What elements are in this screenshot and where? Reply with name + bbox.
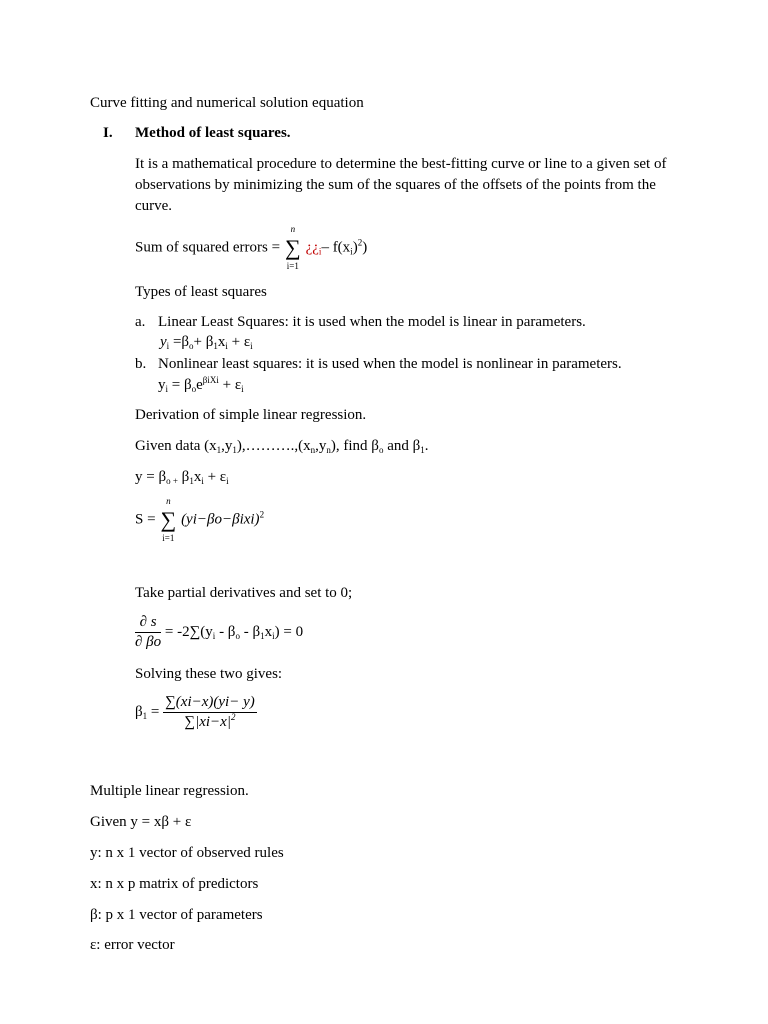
type-a-marker: a.: [135, 314, 146, 330]
type-b-marker: b.: [135, 356, 147, 372]
intro-paragraph: It is a mathematical procedure to determine the best-fitting curve or line to a given set of observations by minimizing the sum of the squares of the offsets of the points from the curve.: [135, 156, 667, 214]
types-heading: Types of least squares: [135, 284, 267, 300]
s-label: S =: [135, 511, 156, 528]
solving-text: Solving these two gives:: [135, 666, 283, 682]
section-title: Method of least squares.: [135, 125, 291, 141]
summation-symbol: n ∑ i=1: [285, 224, 301, 271]
multiple-regression-heading: Multiple linear regression.: [90, 783, 249, 799]
given-data: Given data $(x_1,y_1),\dots\dots\dots.,(x_n,y_n)$, find $\beta_o$ and $\beta_1$.: [135, 438, 429, 455]
partial-derivatives-text: Take partial derivatives and set to 0;: [135, 585, 353, 601]
type-b-text: Nonlinear least squares: it is used when the model is nonlinear in parameters.: [158, 356, 622, 372]
summation-symbol: n ∑ i=1: [160, 496, 177, 543]
sse-equation: Sum of squared errors = n ∑ i=1 ¿¿$_i-$ $f(x_i)^2$): [135, 224, 368, 271]
definition-y: y: n x 1 vector of observed rules: [90, 845, 284, 861]
sse-garbled-glyphs: ¿¿: [305, 239, 319, 256]
partial-derivative-equation: $\frac{\partial s}{\partial \beta o}$ = $-2\sum(y_i - \beta_o - \beta_1x_i) = 0$: [135, 614, 304, 650]
section-number: I.: [103, 125, 113, 141]
document-title: Curve fitting and numerical solution equation: [90, 95, 364, 111]
s-body: (yi−βo−βixi): [181, 511, 260, 528]
s-equation: S = n ∑ i=1 $(yi-\beta o-\beta ixi)^2$: [135, 496, 265, 543]
derivation-heading: Derivation of simple linear regression.: [135, 407, 367, 423]
model-equation: $y = \beta_{o +}$ $\beta_1x_i + \varepsilon_i$: [135, 469, 229, 486]
mlr-given: Given y = xβ + ε: [90, 814, 192, 830]
type-b-equation: $y_i = \beta_oe^{\beta iXi} + \varepsilon_i$: [158, 375, 244, 394]
definition-epsilon: ε: error vector: [90, 937, 175, 953]
beta1-fraction: $\frac{\sum(xi-x)(yi- y)}{\sum|xi-x|^2}$: [165, 694, 255, 730]
partial-fraction: $\frac{\partial s}{\partial \beta o}$: [135, 614, 162, 650]
definition-beta: β: p x 1 vector of parameters: [90, 907, 263, 923]
type-a-text: Linear Least Squares: it is used when the model is linear in parameters.: [158, 314, 586, 330]
beta1-equation: $\beta_1$ = $\frac{\sum(xi-x)(yi- y)}{\sum|xi-x|^2}$: [135, 694, 255, 730]
sse-label: Sum of squared errors =: [135, 239, 281, 256]
type-a-equation: $y_i =\beta_o+ \beta_1x_i + \varepsilon_i$: [160, 334, 253, 351]
definition-x: x: n x p matrix of predictors: [90, 876, 259, 892]
